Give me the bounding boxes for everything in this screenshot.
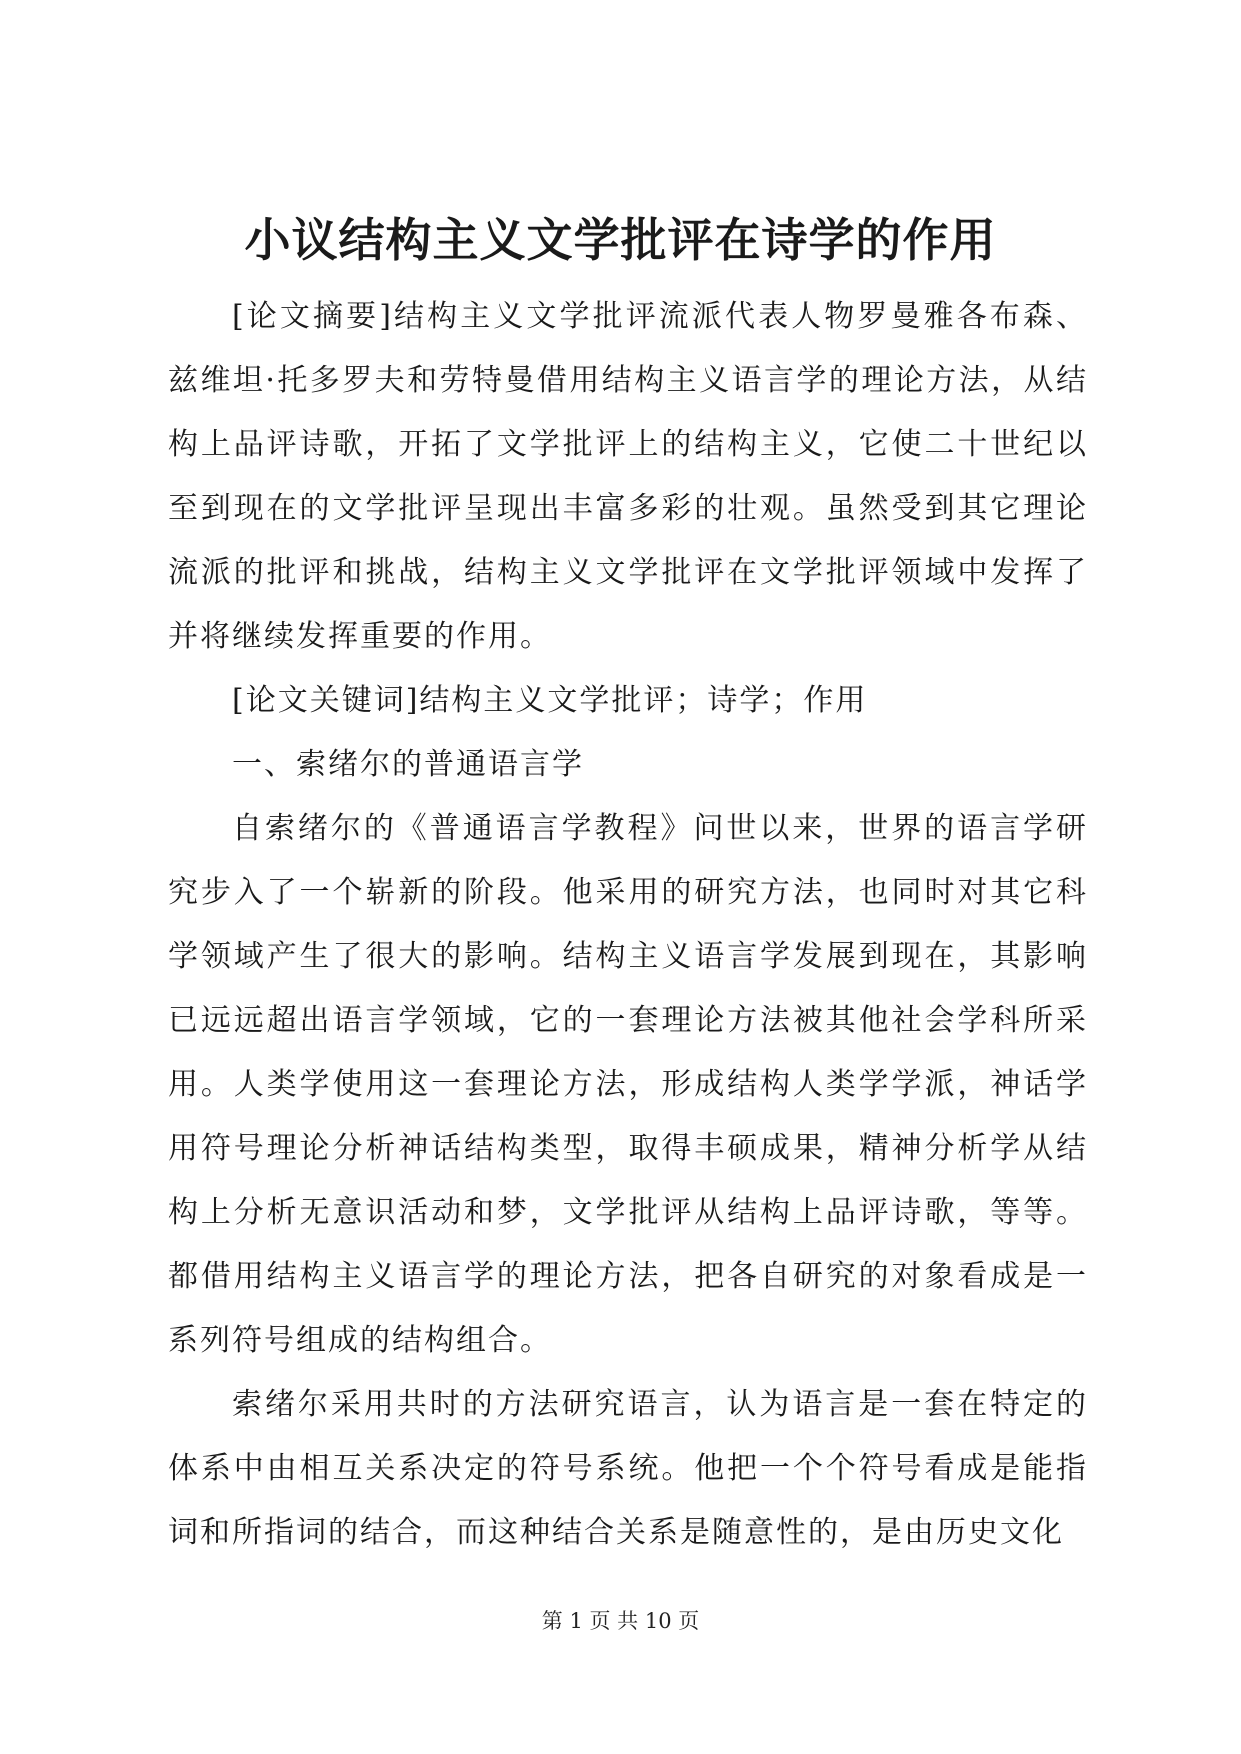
section-heading: 一、索绪尔的普通语言学 (232, 747, 584, 782)
keywords-paragraph: [论文关键词]结构主义文学批评；诗学；作用 (232, 683, 868, 718)
body-paragraph: 自索绪尔的《普通语言学教程》问世以来，世界的语言学研究步入了一个崭新的阶段。他采用的研究方法，也同时对其它科学领域产生了很大的影响。结构主义语言学发展到现在，其影响已远远超出语言学领域，它的一套理论方法被其他社会学科所采用。人类学使用这一套理论方法，形成结构人类学学派，神话学用符号理论分析神话结构类型，取得丰硕成果，精神分析学从结构上分析无意识活动和梦，文学批评从结构上品评诗歌，等等。都借用结构主义语言学的理论方法，把各自研究的对象看成是一系列符号组成的结构组合。 (168, 811, 1088, 1358)
body-paragraph: 索绪尔采用共时的方法研究语言，认为语言是一套在特定的体系中由相互关系决定的符号系统。他把一个个符号看成是能指词和所指词的结合，而这种结合关系是随意性的，是由历史文化 (168, 1387, 1088, 1550)
document-title: 小议结构主义文学批评在诗学的作用 (244, 213, 997, 267)
page-footer: 第 1 页 共 10 页 (541, 1609, 700, 1633)
abstract-paragraph: [论文摘要]结构主义文学批评流派代表人物罗曼雅各布森、兹维坦·托多罗夫和劳特曼借用结构主义语言学的理论方法，从结构上品评诗歌，开拓了文学批评上的结构主义，它使二十世纪以至到现在的文学批评呈现出丰富多彩的壮观。虽然受到其它理论流派的批评和挑战，结构主义文学批评在文学批评领域中发挥了并将继续发挥重要的作用。 (168, 299, 1088, 654)
document-body (168, 285, 1088, 1565)
